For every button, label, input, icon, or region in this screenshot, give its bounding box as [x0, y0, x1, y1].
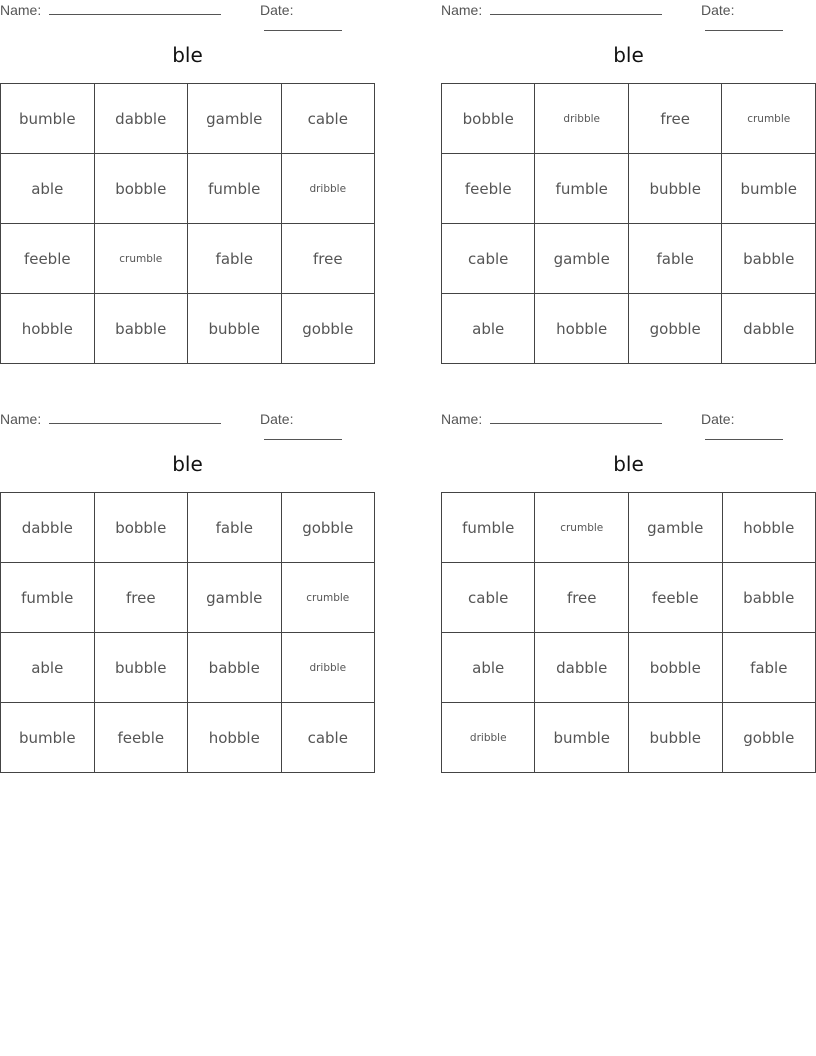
grid-row — [1, 154, 375, 224]
date-line — [264, 18, 342, 31]
grid-row — [442, 294, 816, 364]
header-row — [441, 409, 816, 431]
grid-cell: gamble — [187, 84, 281, 154]
name-label — [441, 411, 662, 427]
grid-cell: gamble — [629, 493, 723, 563]
grid-cell: cable — [281, 84, 374, 154]
name-line — [49, 411, 221, 424]
name-line — [490, 411, 662, 424]
grid-cell: babble — [722, 224, 816, 294]
grid-row — [442, 154, 816, 224]
date-label-text: Date: — [701, 2, 735, 18]
date-label-text: Date: — [260, 2, 294, 18]
grid-cell: fumble — [442, 493, 535, 563]
grid-cell: able — [1, 633, 95, 703]
date-line — [705, 18, 783, 31]
grid-cell: feeble — [629, 563, 723, 633]
grid-cell: hobble — [722, 493, 815, 563]
grid-row — [442, 224, 816, 294]
grid-cell: fumble — [1, 563, 95, 633]
grid-row — [1, 224, 375, 294]
date-label-text: Date: — [701, 411, 735, 427]
grid-cell: dabble — [535, 633, 629, 703]
name-label-text: Name: — [441, 2, 487, 18]
bingo-card-3 — [0, 409, 375, 747]
date-label — [701, 2, 816, 34]
date-label — [260, 2, 375, 34]
grid-row — [1, 493, 375, 563]
grid-cell: dabble — [94, 84, 187, 154]
grid-cell: able — [1, 154, 95, 224]
grid-cell: fumble — [187, 154, 281, 224]
grid-cell: dribble — [442, 703, 535, 773]
grid-cell: fumble — [535, 154, 629, 224]
name-label — [0, 2, 221, 18]
grid-cell: cable — [281, 703, 374, 773]
grid-cell: gamble — [188, 563, 282, 633]
name-line — [49, 2, 221, 15]
name-label — [0, 411, 221, 427]
header-row — [441, 0, 816, 22]
date-label-text: Date: — [260, 411, 294, 427]
name-line — [490, 2, 662, 15]
header-row — [0, 0, 375, 22]
grid-cell: crumble — [535, 493, 629, 563]
grid-cell: bobble — [629, 633, 723, 703]
grid-cell: bobble — [442, 84, 535, 154]
grid-cell: hobble — [535, 294, 629, 364]
grid-cell: bumble — [1, 84, 95, 154]
grid-cell: dribble — [281, 633, 374, 703]
grid-cell: feeble — [94, 703, 187, 773]
date-label — [701, 411, 816, 443]
grid-row — [442, 703, 816, 773]
grid-cell: crumble — [281, 563, 374, 633]
grid-cell: crumble — [94, 224, 187, 294]
grid-cell: feeble — [442, 154, 535, 224]
grid-cell: bubble — [628, 154, 721, 224]
grid-cell: babble — [722, 563, 815, 633]
grid-cell: gobble — [281, 493, 374, 563]
grid-cell: crumble — [722, 84, 816, 154]
grid-cell: free — [535, 563, 629, 633]
grid-cell: gobble — [281, 294, 374, 364]
grid-cell: gobble — [628, 294, 721, 364]
grid-cell: fable — [628, 224, 721, 294]
date-label — [260, 411, 375, 443]
grid-cell: bumble — [1, 703, 95, 773]
grid-cell: cable — [442, 563, 535, 633]
grid-cell: gamble — [535, 224, 629, 294]
grid-cell: bubble — [187, 294, 281, 364]
name-label — [441, 2, 662, 18]
grid-cell: cable — [442, 224, 535, 294]
grid-cell: able — [442, 294, 535, 364]
grid-cell: gobble — [722, 703, 815, 773]
grid-cell: babble — [94, 294, 187, 364]
grid-cell: bubble — [629, 703, 723, 773]
grid-cell: fable — [188, 493, 282, 563]
grid-cell: bumble — [722, 154, 816, 224]
card-title: ble — [172, 43, 203, 67]
grid-cell: able — [442, 633, 535, 703]
grid-row — [1, 294, 375, 364]
grid-row — [442, 84, 816, 154]
card-title: ble — [613, 43, 644, 67]
card-title: ble — [613, 452, 644, 476]
bingo-grid — [0, 83, 375, 364]
bingo-grid — [441, 492, 816, 773]
grid-row — [442, 493, 816, 563]
grid-cell: dribble — [281, 154, 374, 224]
grid-cell: bobble — [94, 493, 187, 563]
grid-row — [442, 563, 816, 633]
bingo-grid — [441, 83, 816, 364]
bingo-card-4 — [441, 409, 816, 747]
grid-row — [1, 563, 375, 633]
grid-cell: fable — [722, 633, 815, 703]
name-label-text: Name: — [0, 2, 46, 18]
grid-row — [1, 633, 375, 703]
grid-row — [1, 703, 375, 773]
grid-cell: bumble — [535, 703, 629, 773]
grid-cell: free — [94, 563, 187, 633]
bingo-card-1 — [0, 0, 375, 338]
grid-cell: dabble — [722, 294, 816, 364]
card-title: ble — [172, 452, 203, 476]
grid-cell: fable — [187, 224, 281, 294]
grid-row — [442, 633, 816, 703]
grid-row — [1, 84, 375, 154]
grid-cell: dabble — [1, 493, 95, 563]
bingo-card-2 — [441, 0, 816, 338]
grid-cell: hobble — [1, 294, 95, 364]
header-row — [0, 409, 375, 431]
grid-cell: babble — [188, 633, 282, 703]
grid-cell: bobble — [94, 154, 187, 224]
name-label-text: Name: — [0, 411, 46, 427]
bingo-grid — [0, 492, 375, 773]
grid-cell: dribble — [535, 84, 629, 154]
grid-cell: free — [281, 224, 374, 294]
grid-cell: bubble — [94, 633, 187, 703]
grid-cell: free — [628, 84, 721, 154]
grid-cell: hobble — [188, 703, 282, 773]
date-line — [264, 427, 342, 440]
grid-cell: feeble — [1, 224, 95, 294]
date-line — [705, 427, 783, 440]
name-label-text: Name: — [441, 411, 487, 427]
